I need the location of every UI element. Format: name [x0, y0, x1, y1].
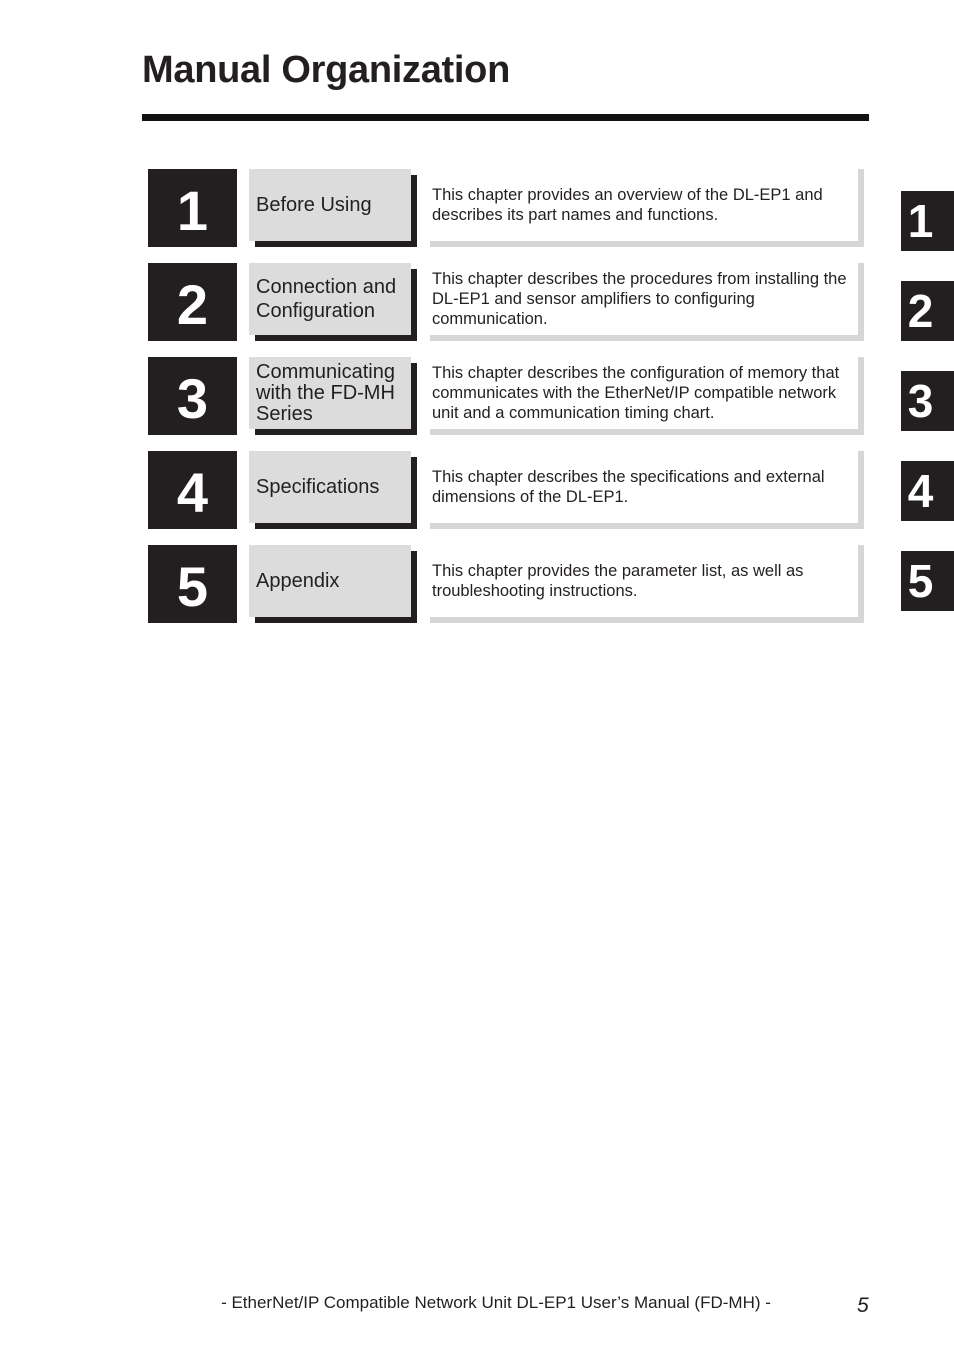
chapter-name-box-5[interactable]	[249, 545, 411, 617]
footer-text: - EtherNet/IP Compatible Network Unit DL-EP1 User’s Manual (FD-MH) -	[221, 1293, 771, 1312]
chapter-description-box-1	[430, 169, 858, 241]
chapter-name-3: Communicating with the FD-MH Series	[256, 360, 395, 425]
chapter-row-1	[148, 169, 864, 247]
chapter-number-2: 2	[148, 263, 237, 341]
title-rule	[142, 114, 869, 121]
chapter-name-5: Appendix	[256, 569, 340, 592]
chapter-name-2: Connection and Configuration	[256, 276, 397, 322]
chapter-row-2	[148, 263, 864, 341]
side-tab-2[interactable]: 2	[901, 281, 954, 341]
chapter-description-1: This chapter provides an overview of the DL-EP1 and describes its part names and functions.	[432, 186, 823, 224]
side-tab-4[interactable]: 4	[901, 461, 954, 521]
chapter-row-3	[148, 357, 864, 435]
chapter-description-5: This chapter provides the parameter list, as well as troubleshooting instructions.	[432, 562, 804, 600]
chapter-name-box-2[interactable]	[249, 263, 411, 335]
side-tab-1[interactable]: 1	[901, 191, 954, 251]
chapter-description-box-5	[430, 545, 858, 617]
chapter-number-5: 5	[148, 545, 237, 623]
chapter-number-4: 4	[148, 451, 237, 529]
chapter-description-3: This chapter describes the configuration of memory that communicates with the EtherNet/IP compatible network unit and a communication timing chart.	[432, 364, 840, 422]
chapter-number-3: 3	[148, 357, 237, 435]
chapter-row-5	[148, 545, 864, 623]
chapter-name-4: Specifications	[256, 475, 380, 498]
chapter-description-box-4	[430, 451, 858, 523]
chapter-name-box-4[interactable]	[249, 451, 411, 523]
chapter-description-4: This chapter describes the specifications and external dimensions of the DL-EP1.	[432, 468, 825, 506]
side-tab-3[interactable]: 3	[901, 371, 954, 431]
chapter-description-box-3	[430, 357, 858, 429]
page-title: Manual Organization	[142, 49, 510, 91]
chapter-name-box-1[interactable]	[249, 169, 411, 241]
chapter-number-1: 1	[148, 169, 237, 247]
chapter-row-4	[148, 451, 864, 529]
side-tab-5[interactable]: 5	[901, 551, 954, 611]
chapter-name-box-3[interactable]	[249, 357, 411, 429]
chapter-description-2: This chapter describes the procedures from installing the DL-EP1 and sensor amplifiers to configuring communication.	[432, 270, 847, 328]
page-number: 5	[857, 1294, 869, 1317]
chapter-description-box-2	[430, 263, 858, 335]
chapter-name-1: Before Using	[256, 193, 372, 216]
